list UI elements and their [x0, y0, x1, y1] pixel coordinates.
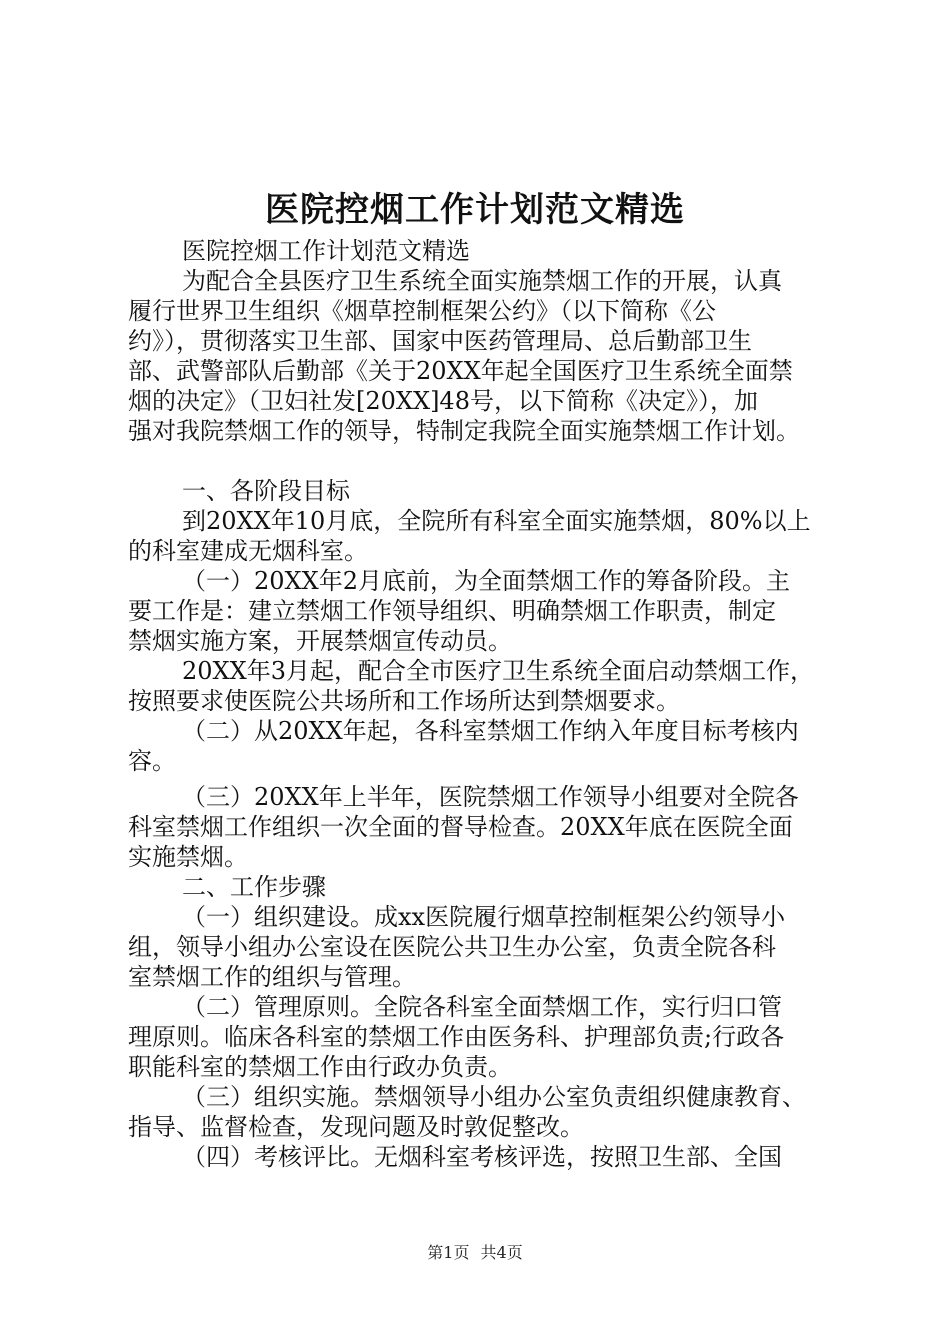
- paragraph-line: 组，领导小组办公室设在医院公共卫生办公室，负责全院各科: [128, 933, 776, 961]
- paragraph-line: 部、武警部队后勤部《关于20XX年起全国医疗卫生系统全面禁: [128, 357, 793, 385]
- paragraph-line: 科室禁烟工作组织一次全面的督导检查。20XX年底在医院全面: [128, 813, 793, 841]
- paragraph-spacer: [128, 446, 838, 476]
- paragraph-line: 履行世界卫生组织《烟草控制框架公约》（以下简称《公: [128, 297, 716, 325]
- paragraph-line: 室禁烟工作的组织与管理。: [128, 963, 416, 991]
- paragraph-line: 烟的决定》（卫妇社发[20XX]48号，以下简称《决定》），加: [128, 387, 758, 415]
- paragraph-line: 一、各阶段目标: [182, 477, 350, 505]
- paragraph-line: 二、工作步骤: [182, 873, 326, 901]
- paragraph-line: 指导、监督检查，发现问题及时敦促整改。: [128, 1113, 584, 1141]
- paragraph-line: 理原则。临床各科室的禁烟工作由医务科、护理部负责;行政各: [128, 1023, 785, 1051]
- paragraph: [128, 992, 838, 1082]
- paragraph-line: （三）组织实施。禁烟领导小组办公室负责组织健康教育、: [182, 1083, 806, 1111]
- section-heading-work-steps: [128, 872, 838, 902]
- paragraph-line: 要工作是：建立禁烟工作领导组织、明确禁烟工作职责，制定: [128, 597, 776, 625]
- document-body: [128, 236, 838, 1172]
- document-title: 医院控烟工作计划范文精选: [265, 190, 685, 230]
- paragraph-line: 的科室建成无烟科室。: [128, 537, 368, 565]
- paragraph-line: 到20XX年10月底，全院所有科室全面实施禁烟，80%以上: [182, 507, 811, 535]
- paragraph-line: 按照要求使医院公共场所和工作场所达到禁烟要求。: [128, 687, 680, 715]
- paragraph: [128, 902, 838, 992]
- paragraph-line: （二）从20XX年起，各科室禁烟工作纳入年度目标考核内: [182, 717, 799, 745]
- paragraph-subtitle: [128, 236, 838, 266]
- paragraph: [128, 782, 838, 872]
- paragraph-line: （三）20XX年上半年，医院禁烟工作领导小组要对全院各: [182, 783, 799, 811]
- paragraph-line: 约》），贯彻落实卫生部、国家中医药管理局、总后勤部卫生: [128, 327, 752, 355]
- page-number: 第1页: [427, 1243, 470, 1262]
- paragraph: [128, 566, 838, 656]
- paragraph-line: 20XX年3月起，配合全市医疗卫生系统全面启动禁烟工作，: [182, 657, 814, 685]
- paragraph-line: 为配合全县医疗卫生系统全面实施禁烟工作的开展，认真: [182, 267, 782, 295]
- paragraph-line: （二）管理原则。全院各科室全面禁烟工作，实行归口管: [182, 993, 782, 1021]
- paragraph-line: （一）组织建设。成xx医院履行烟草控制框架公约领导小: [182, 903, 786, 931]
- paragraph: [128, 1082, 838, 1142]
- paragraph-line: 强对我院禁烟工作的领导，特制定我院全面实施禁烟工作计划。: [128, 417, 800, 445]
- page-footer: [0, 1242, 950, 1264]
- paragraph-intro: [128, 266, 838, 446]
- paragraph-line: （四）考核评比。无烟科室考核评选，按照卫生部、全国: [182, 1143, 782, 1171]
- paragraph-line: 医院控烟工作计划范文精选: [182, 237, 470, 265]
- paragraph-line: 禁烟实施方案，开展禁烟宣传动员。: [128, 627, 512, 655]
- paragraph: [128, 716, 838, 776]
- paragraph-line: 容。: [128, 747, 176, 775]
- paragraph: [128, 1142, 838, 1172]
- page-total: 共4页: [480, 1243, 523, 1262]
- paragraph: [128, 656, 838, 716]
- paragraph: [128, 506, 838, 566]
- paragraph-line: （一）20XX年2月底前，为全面禁烟工作的筹备阶段。主: [182, 567, 790, 595]
- paragraph-line: 实施禁烟。: [128, 843, 248, 871]
- paragraph-line: 职能科室的禁烟工作由行政办负责。: [128, 1053, 512, 1081]
- section-heading-stage-goals: [128, 476, 838, 506]
